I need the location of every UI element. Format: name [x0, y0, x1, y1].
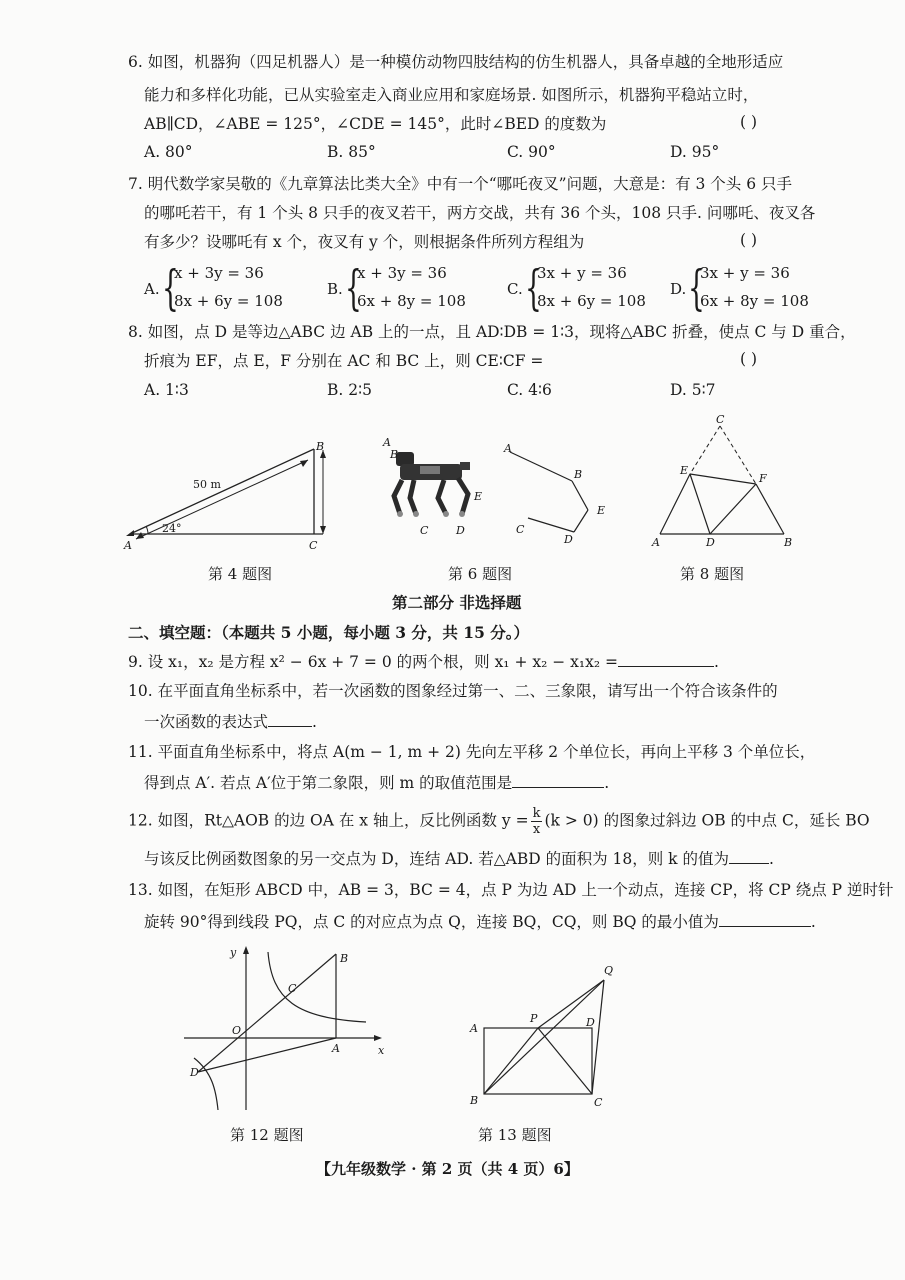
- fig4-angle-arc: [146, 526, 148, 534]
- fig8-fold-ef: [690, 474, 756, 484]
- q7-option-d-eq1: 3x + y = 36: [700, 264, 790, 282]
- fig13-caption: 第 13 题图: [478, 1126, 552, 1144]
- fig8-segment-ed: [690, 474, 710, 534]
- arrow-head-icon: [320, 526, 326, 534]
- q11-line1: 11. 平面直角坐标系中，将点 A(m − 1, m + 2) 先向左平移 2 个单位长，再向上平移 3 个单位长，: [128, 743, 816, 761]
- fig6-point-d: D: [564, 533, 573, 546]
- q7-option-a: [144, 260, 304, 316]
- fig12-line-db: [198, 954, 336, 1072]
- q13-answer-blank[interactable]: [719, 910, 811, 927]
- q6-line3: AB∥CD，∠ABE = 125°，∠CDE = 145°，此时∠BED 的度数为: [144, 115, 607, 133]
- q13-line2-wrap: [144, 910, 816, 933]
- fig12-caption: 第 12 题图: [230, 1126, 304, 1144]
- q8-line2: 折痕为 EF，点 E，F 分别在 AC 和 BC 上，则 CE∶CF =: [144, 352, 544, 370]
- fig12-point-o: O: [232, 1024, 242, 1037]
- fig13-line-cq: [592, 980, 604, 1094]
- q9-answer-blank[interactable]: [618, 650, 714, 667]
- q7-option-c-eq1: 3x + y = 36: [537, 264, 627, 282]
- fig6-photo-c: C: [420, 524, 429, 537]
- fig6-caption: 第 6 题图: [448, 565, 513, 583]
- fig8-point-a: A: [652, 536, 660, 549]
- fig12-x-label: x: [378, 1044, 385, 1057]
- fig6-photo-a: A: [383, 436, 391, 449]
- fig13-point-c: C: [594, 1096, 603, 1108]
- q6-answer-paren: ( ): [740, 113, 758, 131]
- arrow-head-icon: [243, 946, 249, 954]
- q8-option-c: C. 4∶6: [507, 381, 552, 399]
- q6-line1: 6. 如图，机器狗（四足机器人）是一种模仿动物四肢结构的仿生机器人，具备卓越的全地形适应: [128, 53, 784, 71]
- fig6-segment-be: [572, 481, 588, 510]
- q10-answer-blank[interactable]: [268, 710, 312, 727]
- q12-line1: [128, 806, 870, 837]
- brace-icon: {: [688, 260, 705, 316]
- fig12-point-a: A: [332, 1042, 340, 1055]
- figure-6: [376, 430, 626, 550]
- fig8-point-e: E: [680, 464, 689, 477]
- figure-8: [648, 412, 798, 552]
- fig13-point-q: Q: [604, 964, 614, 977]
- fig8-side-bf: [756, 484, 784, 534]
- figure-4: [118, 438, 338, 554]
- fig12-point-b: B: [340, 952, 349, 965]
- q7-option-d-label: D.: [670, 280, 687, 298]
- fig13-point-b: B: [470, 1094, 479, 1107]
- fig8-dashed-cf: [720, 426, 756, 484]
- q6-option-b: B. 85°: [327, 143, 376, 161]
- fig8-side-ae: [660, 474, 690, 534]
- fig6-point-c: C: [516, 523, 525, 536]
- q10-line1: 10. 在平面直角坐标系中，若一次函数的图象经过第一、二、三象限，请写出一个符合该条件的: [128, 682, 778, 700]
- q12-line2: 与该反比例函数图象的另一交点为 D，连结 AD. 若△ABD 的面积为 18，则 k 的值为: [144, 850, 729, 868]
- fig8-caption: 第 8 题图: [680, 565, 745, 583]
- q12-answer-blank[interactable]: [729, 847, 769, 864]
- q7-option-a-eq2: 8x + 6y = 108: [174, 292, 283, 310]
- fig12-point-d: D: [190, 1066, 199, 1079]
- q12-line1b: (k > 0) 的图象过斜边 OB 的中点 C，延长 BO: [544, 811, 870, 830]
- q12-frac-den: x: [532, 822, 541, 837]
- q7-option-b-label: B.: [327, 280, 343, 298]
- q7-answer-paren: ( ): [740, 231, 758, 249]
- fig12-point-c: C: [288, 982, 297, 995]
- fig6-photo-d: D: [456, 524, 465, 537]
- q11-line2: 得到点 A′. 若点 A′位于第二象限，则 m 的取值范围是: [144, 774, 513, 792]
- q10-line2-wrap: [144, 710, 317, 733]
- q6-option-d: D. 95°: [670, 143, 720, 161]
- part2-title: 第二部分 非选择题: [392, 593, 522, 612]
- q6-option-a: A. 80°: [144, 143, 193, 161]
- q8-option-b: B. 2∶5: [327, 381, 373, 399]
- q7-option-b: [327, 260, 487, 316]
- fig6-photo-e: E: [474, 490, 483, 503]
- page-footer: 【九年级数学 · 第 2 页（共 4 页）6】: [316, 1160, 579, 1178]
- q12-line1a: 12. 如图，Rt△AOB 的边 OA 在 x 轴上，反比例函数 y =: [128, 811, 529, 830]
- fig6-segment-ed: [574, 510, 588, 532]
- fig13-rectangle: [484, 1028, 592, 1094]
- q13-end: .: [810, 913, 816, 931]
- q7-option-c: [507, 260, 667, 316]
- fig13-line-bq: [484, 980, 604, 1094]
- q7-line1: 7. 明代数学家吴敬的《九章算法比类大全》中有一个“哪吒夜叉”问题，大意是：有 3 个头 6 只手: [128, 175, 792, 193]
- q10-end: .: [312, 713, 317, 731]
- fig8-segment-fd: [710, 484, 756, 534]
- fig8-point-f: F: [759, 472, 767, 485]
- fig12-curve-q1: [268, 952, 366, 1022]
- q12-line2-wrap: [144, 847, 774, 870]
- fig4-slope-line: [130, 449, 314, 534]
- fig8-point-d: D: [706, 536, 715, 549]
- q7-line2: 的哪吒若干，有 1 个头 8 只手的夜叉若干，两方交战，共有 36 个头，108 只手. 问哪吒、夜叉各: [144, 204, 816, 222]
- section2-title: 二、填空题：（本题共 5 小题，每小题 3 分，共 15 分。）: [128, 623, 530, 642]
- q8-answer-paren: ( ): [740, 350, 758, 368]
- fig6-segment-dc: [528, 518, 574, 532]
- fig6-point-e: E: [597, 504, 606, 517]
- fig13-point-d: D: [586, 1016, 595, 1029]
- fig13-point-p: P: [530, 1012, 538, 1025]
- brace-icon: {: [162, 260, 179, 316]
- fig6-point-b: B: [574, 468, 583, 481]
- fig4-caption: 第 4 题图: [208, 565, 273, 583]
- fig4-angle-label: 24°: [162, 522, 182, 535]
- q10-line2: 一次函数的表达式: [144, 713, 269, 731]
- q9-text: [128, 650, 719, 673]
- brace-icon: {: [345, 260, 362, 316]
- fig8-point-b: B: [784, 536, 793, 549]
- fig6-point-a: A: [504, 442, 512, 455]
- arrow-head-icon: [374, 1035, 382, 1041]
- q7-option-d: [670, 260, 830, 316]
- figure-12: [176, 940, 396, 1120]
- fig8-dashed-ce: [690, 426, 720, 474]
- fig4-point-a: A: [124, 539, 132, 552]
- q11-answer-blank[interactable]: [512, 771, 604, 788]
- q8-option-d: D. 5∶7: [670, 381, 716, 399]
- q12-fraction: [531, 806, 543, 837]
- q7-option-b-eq2: 6x + 8y = 108: [357, 292, 466, 310]
- fig13-line-pb: [484, 1028, 538, 1094]
- q13-line1: 13. 如图，在矩形 ABCD 中，AB = 3，BC = 4，点 P 为边 AD 上一个动点，连接 CP，将 CP 绕点 P 逆时针: [128, 881, 894, 899]
- q7-option-a-eq1: x + 3y = 36: [174, 264, 264, 282]
- q9-question: 9. 设 x₁，x₂ 是方程 x² − 6x + 7 = 0 的两个根，则 x₁ + x₂ − x₁x₂ =: [128, 653, 618, 671]
- robot-dog-icon: [394, 452, 470, 517]
- q11-line2-wrap: [144, 771, 609, 794]
- q8-line1: 8. 如图，点 D 是等边△ABC 边 AB 上的一点，且 AD∶DB = 1∶3，现将△ABC 折叠，使点 C 与 D 重合，: [128, 323, 856, 341]
- q7-option-c-eq2: 8x + 6y = 108: [537, 292, 646, 310]
- q7-line3: 有多少？设哪吒有 x 个，夜叉有 y 个，则根据条件所列方程组为: [144, 233, 585, 251]
- q13-line2: 旋转 90°得到线段 PQ，点 C 的对应点为点 Q，连接 BQ，CQ，则 BQ 的最小值为: [144, 913, 719, 931]
- q7-option-a-label: A.: [144, 280, 160, 298]
- q8-option-a: A. 1∶3: [144, 381, 189, 399]
- figure-13: [462, 958, 632, 1108]
- q12-frac-num: k: [532, 806, 541, 821]
- fig13-point-a: A: [470, 1022, 478, 1035]
- fig4-point-c: C: [309, 539, 318, 552]
- fig8-point-c: C: [716, 413, 725, 426]
- q7-option-b-eq1: x + 3y = 36: [357, 264, 447, 282]
- fig4-angle-marker: [126, 530, 134, 536]
- fig6-segment-ab: [510, 452, 572, 481]
- q9-end: .: [713, 653, 719, 671]
- fig4-point-b: B: [316, 440, 325, 453]
- q7-option-c-label: C.: [507, 280, 523, 298]
- q7-option-d-eq2: 6x + 8y = 108: [700, 292, 809, 310]
- q11-end: .: [604, 774, 610, 792]
- fig13-line-pc: [538, 1028, 592, 1094]
- q6-option-c: C. 90°: [507, 143, 556, 161]
- fig6-photo-b: B: [390, 448, 399, 461]
- q6-line2: 能力和多样化功能，已从实验室走入商业应用和家庭场景. 如图所示，机器狗平稳站立时，: [144, 86, 759, 104]
- brace-icon: {: [525, 260, 542, 316]
- fig12-y-label: y: [230, 946, 237, 959]
- fig4-length-label: 50 m: [193, 478, 221, 491]
- q12-end: .: [768, 850, 774, 868]
